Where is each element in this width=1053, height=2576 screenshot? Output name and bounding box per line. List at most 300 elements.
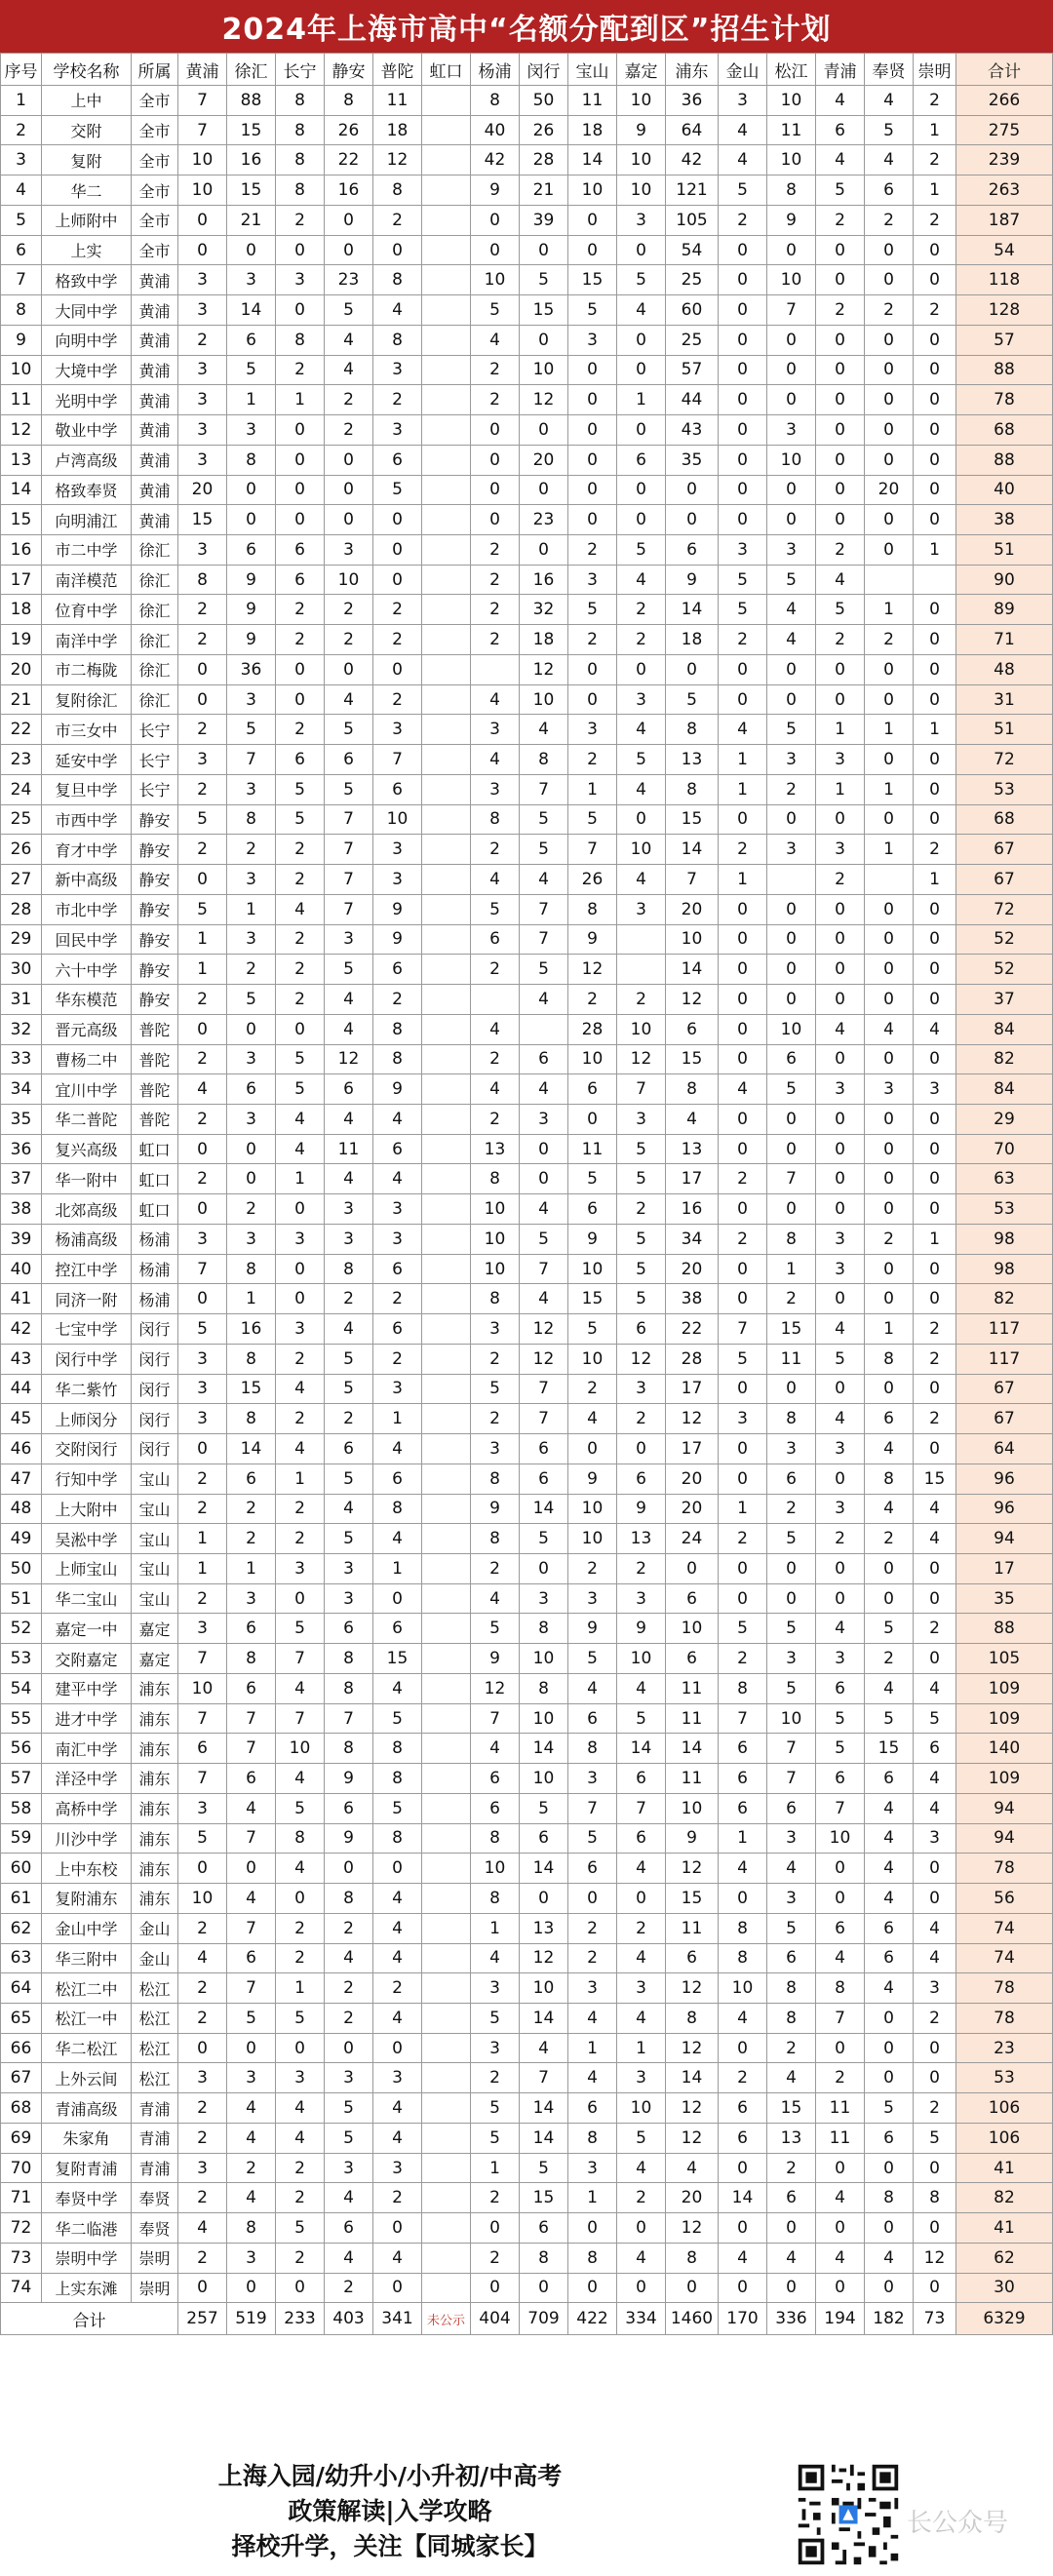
quota-cell: 5 — [471, 2093, 520, 2124]
quota-cell: 0 — [719, 355, 767, 385]
quota-cell: 2 — [719, 1524, 767, 1554]
row-total: 29 — [956, 1104, 1053, 1134]
quota-cell: 4 — [914, 1673, 956, 1703]
school-name: 格致中学 — [42, 265, 132, 295]
quota-cell: 0 — [914, 355, 956, 385]
column-header: 金山 — [719, 54, 767, 86]
table-row — [1, 1583, 1053, 1614]
quota-cell: 10 — [767, 145, 816, 176]
quota-cell: 0 — [719, 235, 767, 265]
quota-cell: 0 — [865, 235, 914, 265]
quota-cell: 12 — [373, 145, 422, 176]
quota-cell: 1 — [227, 385, 276, 415]
quota-cell: 10 — [767, 445, 816, 475]
quota-cell: 20 — [666, 1254, 719, 1284]
promo-text — [117, 2459, 663, 2564]
quota-cell: 8 — [568, 2123, 617, 2153]
quota-cell: 2 — [178, 1104, 227, 1134]
quota-cell: 2 — [227, 955, 276, 985]
quota-cell: 7 — [178, 86, 227, 116]
quota-cell: 4 — [325, 355, 373, 385]
quota-cell: 2 — [816, 205, 865, 235]
row-total: 67 — [956, 1374, 1053, 1404]
quota-cell: 8 — [471, 1164, 520, 1194]
quota-cell: 2 — [471, 1404, 520, 1434]
quota-cell: 3 — [617, 1104, 666, 1134]
school-district: 宝山 — [132, 1553, 178, 1583]
quota-cell: 8 — [325, 1673, 373, 1703]
quota-cell — [422, 475, 471, 505]
quota-cell: 0 — [914, 1194, 956, 1225]
quota-cell: 3 — [325, 924, 373, 955]
quota-cell: 2 — [276, 924, 325, 955]
quota-cell: 9 — [227, 595, 276, 625]
quota-cell: 5 — [617, 535, 666, 566]
quota-cell: 0 — [767, 1194, 816, 1225]
row-total: 31 — [956, 684, 1053, 715]
school-name: 嘉定一中 — [42, 1614, 132, 1644]
quota-cell: 3 — [227, 684, 276, 715]
quota-cell: 15 — [520, 295, 568, 326]
school-name: 市三女中 — [42, 715, 132, 745]
quota-cell: 4 — [865, 1434, 914, 1464]
quota-cell: 2 — [373, 1344, 422, 1374]
row-total: 23 — [956, 2033, 1053, 2063]
quota-cell: 3 — [617, 1374, 666, 1404]
quota-cell: 2 — [471, 2063, 520, 2093]
quota-cell: 1 — [914, 115, 956, 145]
quota-cell: 0 — [767, 1374, 816, 1404]
quota-cell: 4 — [178, 2213, 227, 2244]
table-row — [1, 1644, 1053, 1674]
quota-cell: 6 — [520, 1823, 568, 1854]
quota-cell: 3 — [520, 1583, 568, 1614]
quota-cell: 2 — [617, 985, 666, 1015]
quota-cell: 2 — [865, 1644, 914, 1674]
quota-cell: 10 — [520, 355, 568, 385]
row-index: 48 — [1, 1494, 42, 1524]
quota-cell: 7 — [227, 1823, 276, 1854]
quota-cell: 8 — [666, 2004, 719, 2034]
quota-cell: 0 — [865, 1044, 914, 1074]
quota-cell: 6 — [865, 176, 914, 206]
quota-cell: 6 — [373, 1614, 422, 1644]
row-index: 29 — [1, 924, 42, 955]
row-total: 82 — [956, 1044, 1053, 1074]
quota-cell — [767, 865, 816, 895]
quota-cell: 4 — [227, 2183, 276, 2213]
table-row — [1, 115, 1053, 145]
quota-cell: 11 — [568, 1134, 617, 1164]
quota-cell — [422, 445, 471, 475]
quota-cell: 0 — [767, 235, 816, 265]
quota-cell: 7 — [325, 804, 373, 835]
column-total: 336 — [767, 2303, 816, 2335]
table-row — [1, 2004, 1053, 2034]
quota-cell: 4 — [568, 1404, 617, 1434]
quota-cell: 4 — [865, 1823, 914, 1854]
quota-cell: 5 — [325, 1524, 373, 1554]
quota-cell: 12 — [520, 654, 568, 684]
quota-cell: 4 — [617, 1943, 666, 1973]
quota-cell: 4 — [325, 1314, 373, 1345]
school-district: 徐汇 — [132, 565, 178, 595]
quota-cell: 0 — [914, 265, 956, 295]
quota-cell: 8 — [520, 1614, 568, 1644]
quota-cell: 0 — [276, 1254, 325, 1284]
quota-cell: 0 — [865, 654, 914, 684]
quota-cell: 2 — [617, 625, 666, 655]
quota-cell: 3 — [276, 1314, 325, 1345]
table-row — [1, 2093, 1053, 2124]
quota-cell: 5 — [816, 595, 865, 625]
quota-cell: 2 — [471, 835, 520, 865]
quota-cell: 3 — [227, 415, 276, 446]
school-name: 南洋中学 — [42, 625, 132, 655]
quota-cell: 4 — [914, 1943, 956, 1973]
quota-cell: 24 — [666, 1524, 719, 1554]
quota-cell: 5 — [914, 2123, 956, 2153]
quota-cell: 9 — [471, 1494, 520, 1524]
quota-cell: 2 — [914, 295, 956, 326]
school-name: 行知中学 — [42, 1464, 132, 1494]
quota-cell: 0 — [914, 1254, 956, 1284]
quota-cell: 10 — [767, 265, 816, 295]
quota-cell: 2 — [227, 1194, 276, 1225]
row-total: 109 — [956, 1703, 1053, 1734]
quota-cell: 4 — [227, 1884, 276, 1914]
quota-cell: 2 — [767, 1494, 816, 1524]
quota-cell: 5 — [471, 2004, 520, 2034]
table-row — [1, 86, 1053, 116]
row-total: 94 — [956, 1524, 1053, 1554]
quota-cell: 1 — [719, 1494, 767, 1524]
quota-cell: 4 — [227, 2123, 276, 2153]
quota-cell: 4 — [373, 1524, 422, 1554]
quota-cell: 1 — [865, 835, 914, 865]
quota-cell: 2 — [471, 385, 520, 415]
quota-cell: 4 — [373, 2004, 422, 2034]
quota-cell: 2 — [471, 2243, 520, 2273]
quota-cell: 5 — [767, 1614, 816, 1644]
quota-cell: 3 — [767, 1434, 816, 1464]
quota-cell: 0 — [719, 955, 767, 985]
quota-cell — [422, 145, 471, 176]
quota-cell — [422, 176, 471, 206]
quota-cell: 10 — [471, 265, 520, 295]
quota-cell: 50 — [520, 86, 568, 116]
table-row — [1, 385, 1053, 415]
school-district: 宝山 — [132, 1524, 178, 1554]
quota-cell: 0 — [816, 2213, 865, 2244]
quota-cell: 6 — [666, 1014, 719, 1044]
quota-cell: 6 — [471, 924, 520, 955]
quota-cell: 5 — [325, 2093, 373, 2124]
quota-cell: 0 — [767, 955, 816, 985]
quota-cell: 4 — [276, 2093, 325, 2124]
quota-cell: 4 — [325, 325, 373, 355]
quota-cell: 2 — [276, 985, 325, 1015]
quota-cell: 3 — [373, 1224, 422, 1254]
quota-cell: 44 — [666, 385, 719, 415]
quota-cell: 0 — [719, 1884, 767, 1914]
quota-cell: 4 — [816, 1314, 865, 1345]
quota-cell: 6 — [865, 1943, 914, 1973]
quota-cell: 6 — [373, 955, 422, 985]
table-row — [1, 985, 1053, 1015]
quota-cell: 2 — [471, 1344, 520, 1374]
quota-cell: 2 — [471, 535, 520, 566]
quota-cell: 1 — [719, 745, 767, 775]
quota-cell: 3 — [178, 445, 227, 475]
quota-cell: 6 — [568, 1854, 617, 1884]
quota-cell: 0 — [373, 1854, 422, 1884]
quota-cell: 0 — [914, 1284, 956, 1314]
quota-cell: 4 — [865, 86, 914, 116]
school-district: 黄浦 — [132, 385, 178, 415]
quota-cell: 2 — [227, 1524, 276, 1554]
quota-cell: 12 — [666, 1404, 719, 1434]
school-district: 全市 — [132, 115, 178, 145]
quota-cell: 0 — [471, 445, 520, 475]
school-name: 吴淞中学 — [42, 1524, 132, 1554]
quota-cell — [422, 1943, 471, 1973]
quota-cell: 6 — [617, 1314, 666, 1345]
quota-cell: 20 — [865, 475, 914, 505]
quota-cell: 2 — [719, 1644, 767, 1674]
quota-cell: 10 — [471, 1254, 520, 1284]
quota-cell: 4 — [276, 1104, 325, 1134]
row-index: 70 — [1, 2153, 42, 2183]
quota-cell: 0 — [767, 325, 816, 355]
school-district: 青浦 — [132, 2093, 178, 2124]
quota-cell — [422, 1404, 471, 1434]
school-name: 复附浦东 — [42, 1884, 132, 1914]
table-row — [1, 865, 1053, 895]
quota-cell: 0 — [276, 1194, 325, 1225]
quota-cell: 14 — [666, 595, 719, 625]
quota-cell: 9 — [617, 1494, 666, 1524]
row-total: 94 — [956, 1823, 1053, 1854]
quota-cell: 10 — [767, 1014, 816, 1044]
quota-cell: 4 — [325, 1164, 373, 1194]
row-total: 38 — [956, 505, 1053, 535]
quota-cell: 5 — [865, 2093, 914, 2124]
quota-cell: 12 — [666, 2123, 719, 2153]
quota-cell: 4 — [325, 684, 373, 715]
row-index: 14 — [1, 475, 42, 505]
table-row — [1, 955, 1053, 985]
quota-cell: 4 — [767, 595, 816, 625]
row-index: 2 — [1, 115, 42, 145]
quota-cell: 6 — [816, 115, 865, 145]
row-index: 10 — [1, 355, 42, 385]
quota-cell: 10 — [617, 145, 666, 176]
quota-cell: 3 — [617, 2063, 666, 2093]
quota-cell: 3 — [178, 1224, 227, 1254]
quota-cell: 4 — [520, 1194, 568, 1225]
quota-cell: 4 — [816, 86, 865, 116]
row-total: 98 — [956, 1254, 1053, 1284]
quota-cell: 18 — [520, 625, 568, 655]
quota-cell: 0 — [276, 475, 325, 505]
row-index: 22 — [1, 715, 42, 745]
quota-cell: 6 — [666, 1644, 719, 1674]
quota-cell: 7 — [520, 1404, 568, 1434]
quota-cell: 0 — [325, 445, 373, 475]
quota-cell: 7 — [816, 2004, 865, 2034]
quota-cell: 11 — [767, 1344, 816, 1374]
quota-cell: 1 — [568, 774, 617, 804]
quota-cell: 8 — [373, 1764, 422, 1794]
quota-cell: 0 — [617, 2273, 666, 2303]
promo-line-2: 政策解读|入学攻略 — [288, 2497, 492, 2525]
column-header: 浦东 — [666, 54, 719, 86]
column-total: 194 — [816, 2303, 865, 2335]
row-total: 41 — [956, 2153, 1053, 2183]
row-index: 72 — [1, 2213, 42, 2244]
quota-cell: 0 — [276, 654, 325, 684]
quota-cell — [422, 865, 471, 895]
quota-cell: 2 — [325, 595, 373, 625]
quota-cell: 3 — [767, 1823, 816, 1854]
quota-cell: 5 — [520, 265, 568, 295]
quota-cell: 4 — [865, 1793, 914, 1823]
quota-cell: 17 — [666, 1434, 719, 1464]
school-name: 复兴高级 — [42, 1134, 132, 1164]
quota-cell: 2 — [276, 835, 325, 865]
quota-cell: 3 — [227, 2063, 276, 2093]
quota-cell: 0 — [178, 1194, 227, 1225]
quota-cell: 3 — [816, 1434, 865, 1464]
quota-cell: 3 — [617, 1973, 666, 2004]
quota-cell — [422, 1764, 471, 1794]
quota-cell: 2 — [276, 1524, 325, 1554]
column-header: 长宁 — [276, 54, 325, 86]
quota-cell: 2 — [865, 205, 914, 235]
school-district: 徐汇 — [132, 595, 178, 625]
row-total: 88 — [956, 355, 1053, 385]
school-name: 格致奉贤 — [42, 475, 132, 505]
quota-cell: 0 — [471, 205, 520, 235]
quota-cell: 8 — [520, 2243, 568, 2273]
quota-cell: 5 — [617, 1703, 666, 1734]
quota-cell: 0 — [719, 1134, 767, 1164]
quota-cell: 10 — [767, 86, 816, 116]
quota-cell — [422, 1134, 471, 1164]
row-total: 72 — [956, 745, 1053, 775]
quota-cell: 9 — [617, 1614, 666, 1644]
quota-cell: 57 — [666, 355, 719, 385]
school-name: 华二普陀 — [42, 1104, 132, 1134]
quota-cell: 12 — [520, 1344, 568, 1374]
quota-cell: 2 — [471, 565, 520, 595]
quota-cell: 4 — [227, 1793, 276, 1823]
quota-cell: 6 — [767, 1793, 816, 1823]
quota-cell: 0 — [719, 1104, 767, 1134]
quota-cell: 0 — [568, 205, 617, 235]
quota-cell: 0 — [666, 475, 719, 505]
quota-cell: 6 — [617, 1823, 666, 1854]
quota-cell — [422, 2063, 471, 2093]
quota-cell: 0 — [865, 955, 914, 985]
quota-cell — [422, 1014, 471, 1044]
quota-cell: 3 — [276, 2063, 325, 2093]
quota-cell: 5 — [568, 295, 617, 326]
row-index: 20 — [1, 654, 42, 684]
quota-cell: 12 — [520, 1314, 568, 1345]
row-total: 67 — [956, 1404, 1053, 1434]
quota-cell: 4 — [373, 2243, 422, 2273]
quota-cell: 9 — [666, 565, 719, 595]
quota-cell: 0 — [617, 804, 666, 835]
quota-cell: 0 — [568, 475, 617, 505]
row-total: 17 — [956, 1553, 1053, 1583]
quota-cell: 9 — [617, 115, 666, 145]
quota-cell: 2 — [276, 955, 325, 985]
quota-cell: 2 — [471, 625, 520, 655]
quota-cell: 7 — [520, 1254, 568, 1284]
quota-cell — [422, 1344, 471, 1374]
school-name: 松江二中 — [42, 1973, 132, 2004]
quota-cell: 1 — [276, 1164, 325, 1194]
school-district: 浦东 — [132, 1884, 178, 1914]
quota-cell: 0 — [719, 1284, 767, 1314]
row-total: 67 — [956, 865, 1053, 895]
quota-cell: 2 — [276, 2183, 325, 2213]
quota-cell: 6 — [767, 2183, 816, 2213]
quota-cell: 2 — [325, 415, 373, 446]
quota-cell: 7 — [325, 1703, 373, 1734]
quota-cell: 4 — [325, 2183, 373, 2213]
quota-cell: 10 — [178, 1884, 227, 1914]
column-total: 170 — [719, 2303, 767, 2335]
quota-cell — [617, 924, 666, 955]
quota-cell: 0 — [666, 654, 719, 684]
row-total: 82 — [956, 2183, 1053, 2213]
quota-cell — [422, 415, 471, 446]
quota-cell: 2 — [178, 1494, 227, 1524]
school-district: 虹口 — [132, 1164, 178, 1194]
school-name: 六十中学 — [42, 955, 132, 985]
quota-cell: 0 — [767, 654, 816, 684]
quota-cell: 21 — [520, 176, 568, 206]
row-index: 35 — [1, 1104, 42, 1134]
row-total: 54 — [956, 235, 1053, 265]
quota-cell: 0 — [816, 1884, 865, 1914]
table-row — [1, 745, 1053, 775]
quota-cell — [422, 1734, 471, 1764]
quota-cell: 6 — [617, 1764, 666, 1794]
table-row — [1, 924, 1053, 955]
school-district: 松江 — [132, 1973, 178, 2004]
quota-cell: 8 — [227, 2213, 276, 2244]
quota-cell: 15 — [767, 1314, 816, 1345]
quota-cell: 14 — [666, 1734, 719, 1764]
table-row — [1, 2033, 1053, 2063]
quota-cell: 2 — [719, 835, 767, 865]
quota-cell: 0 — [865, 265, 914, 295]
quota-cell: 1 — [617, 2033, 666, 2063]
row-index: 11 — [1, 385, 42, 415]
quota-cell: 2 — [276, 2243, 325, 2273]
table-row — [1, 1494, 1053, 1524]
school-name: 北郊高级 — [42, 1194, 132, 1225]
quota-cell: 14 — [227, 1434, 276, 1464]
quota-cell: 16 — [666, 1194, 719, 1225]
table-row — [1, 1404, 1053, 1434]
quota-cell: 3 — [719, 535, 767, 566]
